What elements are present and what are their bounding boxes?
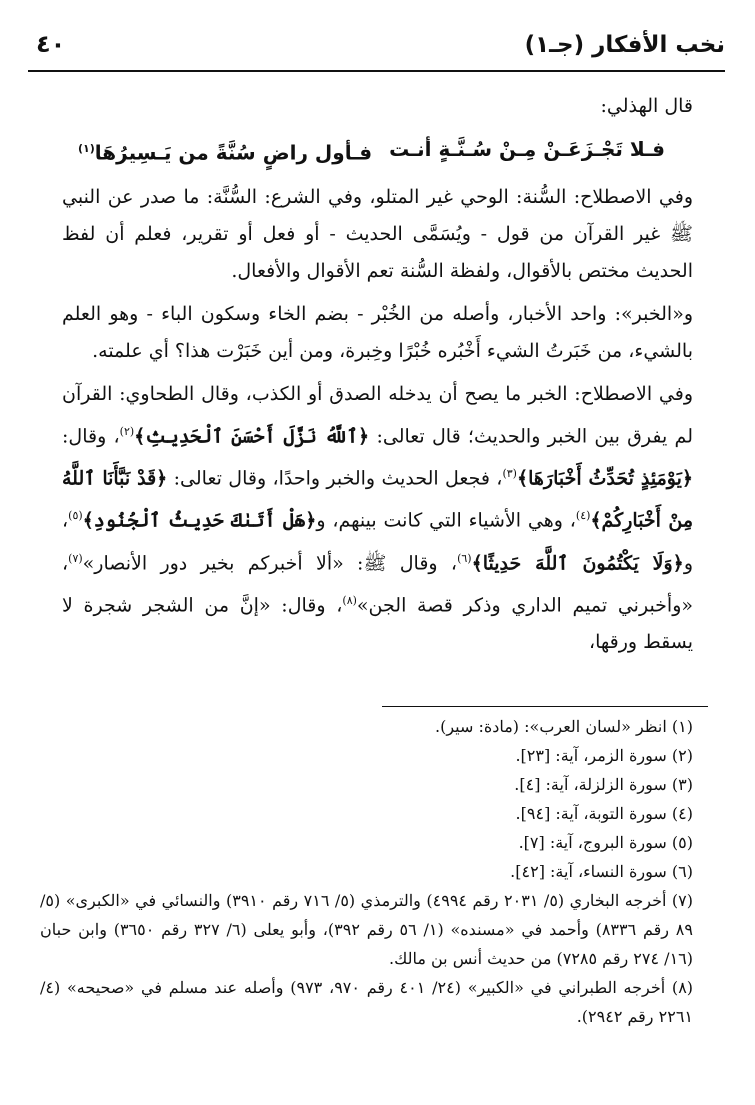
quran-quote: ﴿ٱللَّهُ نَزَّلَ أَحْسَنَ ٱلْحَدِيثِ﴾: [134, 424, 370, 447]
verse-intro: قال الهذلي:: [600, 95, 693, 117]
footnote-ref-3: (٣): [502, 466, 517, 480]
footnote-ref-5: (٥): [68, 509, 83, 523]
quran-quote: ﴿هَلْ أَتَىٰكَ حَدِيثُ ٱلْجُنُودِ﴾: [82, 509, 317, 532]
verse-first-hemistich: فـلا تَجْـزَعَـنْ مِـنْ سُـنَّـةٍ أنـت: [389, 137, 665, 161]
paragraph-sunnah-definition: وفي الاصطلاح: السُّنة: الوحي غير المتلو، وفي الشرع: السُّنَّة: ما صدر عن النبي ﷺ غير القرآن من قول - ويُسَمَّى الحديث - أو فعل أو تقرير، فعلم أن لفظ الحديث مختص بالأقوال، ولفظة السُّنة تعم الأقوال والأفعال.: [62, 185, 693, 282]
footnotes: [40, 712, 693, 1031]
footnote-8: (٨) أخرجه الطبراني في «الكبير» (٢٤/ ٤٠١ رقم ٩٧٠، ٩٧٣) وأصله عند مسلم في «صحيحه» (٤/ ٢٢٦١ رقم ٢٩٤٢).: [40, 978, 694, 1026]
poetry-verse: [62, 131, 693, 171]
footnote-ref-8: (٨): [342, 593, 357, 607]
footnote-2: (٢) سورة الزمر، آية: [٢٣].: [515, 746, 693, 765]
quran-quote: ﴿قَدْ نَبَّأَنَا ٱللَّهُ مِنْ أَخْبَارِكُمْ﴾: [62, 467, 693, 532]
page-number: ٤٠: [36, 30, 66, 58]
footnote-ref-7: (٧): [68, 551, 83, 565]
paragraph-khabar-terminology: وفي الاصطلاح: الخبر ما يصح أن يدخله الصدق أو الكذب، وقال الطحاوي: القرآن لم يفرق بين الخبر والحديث؛ قال تعالى: ﴿ٱللَّهُ نَزَّلَ أَحْسَنَ ٱلْحَدِيثِ﴾$^{(٢)}$، وقال: ﴿يَوْمَئِذٍ تُحَدِّثُ أَخْبَارَهَا﴾$^{(٣)}$، فجعل الحديث والخبر واحدًا، وقال تعالى: ﴿قَدْ نَبَّأَنَا ٱللَّهُ مِنْ أَخْبَارِكُمْ﴾$^{(٤)}$، وهي الأشياء التي كانت بينهم، و﴿هَلْ أَتَىٰكَ حَدِيثُ ٱلْجُنُودِ﴾$^{(٥)}$، و﴿وَلَا يَكْتُمُونَ ٱللَّهَ حَدِيثًا﴾$^{(٦)}$، وقال ﷺ: «ألا أخبركم بخير دور الأنصار»$^{(٧)}$، «وأخبرني تميم الداري وذكر قصة الجن»$^{(٨)}$، وقال: «إنَّ من الشجر شجرة لا يسقط ورقها،: [62, 382, 694, 654]
footnote-3: (٣) سورة الزلزلة، آية: [٤].: [514, 775, 693, 794]
paragraph-khabar-definition: و«الخبر»: واحد الأخبار، وأصله من الخُبْر - بضم الخاء وسكون الباء - وهو العلم بالشيء، من خَبَرتُ الشيء أَخْبُره خُبْرًا وخِبرة، ومن أين خَبَرْت هذا؟ أي علمته.: [62, 302, 693, 362]
main-text: [62, 88, 693, 667]
footnote-ref-2: (٢): [119, 424, 135, 438]
footnote-separator: [382, 706, 708, 707]
footnote-5: (٥) سورة البروج، آية: [٧].: [518, 833, 693, 852]
footnote-1: (١) انظر «لسان العرب»: (مادة: سير).: [434, 717, 693, 736]
verse-second-hemistich: فـأول راضٍ سُنَّةً من يَـسِيرُهَا$^{(١)}$: [78, 140, 373, 165]
running-title: نخب الأفكار (جـ١): [524, 32, 725, 58]
quran-quote: ﴿يَوْمَئِذٍ تُحَدِّثُ أَخْبَارَهَا﴾: [516, 467, 693, 490]
quran-quote: ﴿وَلَا يَكْتُمُونَ ٱللَّهَ حَدِيثًا﴾: [471, 551, 684, 574]
footnote-ref-4: (٤): [575, 509, 591, 523]
running-head: [28, 26, 725, 72]
footnote-4: (٤) سورة التوبة، آية: [٩٤].: [515, 804, 693, 823]
footnote-7: (٧) أخرجه البخاري (٥/ ٢٠٣١ رقم ٤٩٩٤) والترمذي (٥/ ٧١٦ رقم ٣٩١٠) والنسائي في «الكبرى» (٥/ ٨٩ رقم ٨٣٣٦) وأحمد في «مسنده» (١/ ٥٦ رقم ٣٩٢)، وأبو يعلى (٦/ ٣٢٧ رقم ٣٦٥٠) وابن حبان (١٦/ ٢٧٤ رقم ٧٢٨٥) من حديث أنس بن مالك.: [40, 891, 694, 968]
footnote-6: (٦) سورة النساء، آية: [٤٢].: [510, 862, 693, 881]
footnote-ref-6: (٦): [457, 551, 472, 565]
footnote-ref-1: (١): [78, 142, 95, 155]
